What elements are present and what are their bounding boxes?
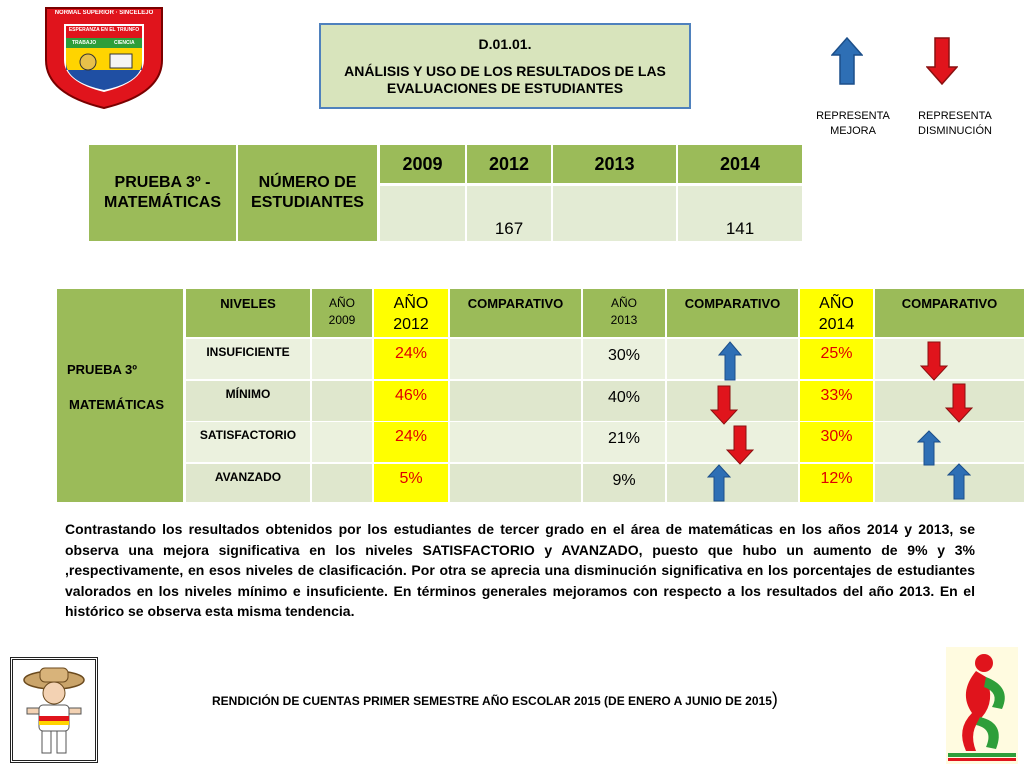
footer-caption-paren: ) [771,689,778,709]
legend-down-label [905,109,1005,139]
row3-2013: 21% [583,422,665,462]
logo-word-2: CIENCIA [114,40,135,46]
header-2013-line-1: AÑO [610,296,637,310]
row4-cmp-2012 [450,464,581,502]
row1-cmp2014-down-arrow-icon [920,341,948,381]
students-test-header [89,145,236,241]
students-year-2012: 2012 [467,145,551,183]
header-2009-line-2: 2009 [328,313,356,327]
header-2009-line-1: AÑO [328,296,355,310]
students-count-2014: 141 [678,186,802,241]
child-mascot-image [10,657,98,763]
row4-cmp2014-up-arrow-icon [947,463,971,500]
students-count-header [238,145,377,241]
header-comparative-2013 [667,289,798,337]
footer-caption [212,689,812,710]
row3-2012: 24% [374,422,448,462]
logo-motto: ESPERANZA EN EL TRIUNFO [68,27,140,33]
row3-cmp-2014 [875,422,1024,462]
title-line-1: ANÁLISIS Y USO DE LOS RESULTADOS DE LAS [344,62,666,79]
row1-2012: 24% [374,339,448,379]
row3-2009 [312,422,372,462]
level-name-avanzado: AVANZADO [186,464,310,502]
logo-word-1: TRABAJO [72,40,97,46]
legend-up-arrow-icon [831,37,863,85]
header-comparative-2-label: COMPARATIVO [684,296,781,311]
legend-up-label-2: MEJORA [830,125,876,137]
figure-logo-image [946,647,1018,764]
header-2014-line-1: AÑO [819,295,854,312]
students-test-line-1: PRUEBA 3º - [114,174,211,191]
title-box [319,23,691,109]
header-comparative-3-label: COMPARATIVO [901,296,998,311]
levels-test-line-1: PRUEBA 3º [67,362,138,377]
header-2014-line-2: 2014 [818,316,855,333]
level-name-satisfactorio: SATISFACTORIO [186,422,310,462]
row2-cmp2014-down-arrow-icon [945,383,973,423]
legend-down-arrow-icon [926,37,958,85]
students-year-2013: 2013 [553,145,676,183]
students-count-line-2: ESTUDIANTES [251,194,364,211]
students-count-2009 [380,186,465,241]
row1-cmp2013-up-arrow-icon [718,341,742,381]
row2-2014: 33% [800,381,873,421]
levels-test-line-2: MATEMÁTICAS [69,397,165,412]
row3-cmp-2012 [450,422,581,462]
header-comparative-2012 [450,289,581,337]
students-test-line-2: MATEMÁTICAS [103,194,222,211]
header-comparative-2014 [875,289,1024,337]
row4-2009 [312,464,372,502]
header-year-2012 [374,289,448,337]
header-year-2009 [312,289,372,337]
legend-up-label [808,109,898,139]
header-2012-line-2: 2012 [393,316,429,333]
row3-2014: 30% [800,422,873,462]
footer-caption-text: RENDICIÓN DE CUENTAS PRIMER SEMESTRE AÑO ESCOLAR 2015 (DE ENERO A JUNIO DE 2015 [212,694,772,708]
row4-2013: 9% [583,464,665,502]
students-count-2012: 167 [467,186,551,241]
row2-2012: 46% [374,381,448,421]
header-levels [186,289,310,337]
logo-ring-text: NORMAL SUPERIOR · SINCELEJO [54,10,154,16]
row1-cmp-2014 [875,339,1024,379]
row2-2013: 40% [583,381,665,421]
levels-test-cell [57,289,183,502]
students-count-2013 [553,186,676,241]
row1-2014: 25% [800,339,873,379]
row4-2012: 5% [374,464,448,502]
level-name-insuficiente: INSUFICIENTE [186,339,310,379]
row4-cmp-2013 [667,464,798,502]
header-2013-line-2: 2013 [610,313,638,327]
row1-cmp-2012 [450,339,581,379]
row3-cmp2014-up-arrow-icon [917,430,941,466]
students-year-2009: 2009 [380,145,465,183]
legend-down-label-2: DISMINUCIÓN [918,125,992,137]
title-line-2: EVALUACIONES DE ESTUDIANTES [386,79,624,96]
header-2012-line-1: AÑO [393,295,429,312]
header-year-2013 [583,289,665,337]
header-levels-label: NIVELES [220,296,276,311]
row2-2009 [312,381,372,421]
legend-down-label-1: REPRESENTA [918,110,992,122]
row2-cmp2013-down-arrow-icon [710,385,738,425]
legend-up-label-1: REPRESENTA [816,110,890,122]
row4-2014: 12% [800,464,873,502]
level-name-minimo: MÍNIMO [186,381,310,421]
row3-cmp2013-down-arrow-icon [726,425,754,465]
students-year-2014: 2014 [678,145,802,183]
row1-2013: 30% [583,339,665,379]
analysis-paragraph: Contrastando los resultados obtenidos por los estudiantes de tercer grado en el área de matemáticas en los años 2014 y 2013, se observa una mejora significativa en los niveles SATISFACTORIO y AVANZADO, puesto que hubo un aumento de 9% y 3% ,respectivamente, en esos niveles de clasificación. Por otra se aprecia una disminución significativa en los porcentajes de estudiantes valorados en los niveles mínimo e insuficiente. En términos generales mejoramos con respecto a los resultados del año 2013. En el histórico se observa esta misma tendencia. [65,521,975,619]
header-comparative-1-label: COMPARATIVO [467,296,564,311]
row2-cmp-2012 [450,381,581,421]
row1-2009 [312,339,372,379]
school-logo [42,2,166,110]
header-year-2014 [800,289,873,337]
row4-cmp2013-up-arrow-icon [707,464,731,502]
document-code: D.01.01. [478,35,532,52]
students-count-line-1: NÚMERO DE [258,174,357,191]
